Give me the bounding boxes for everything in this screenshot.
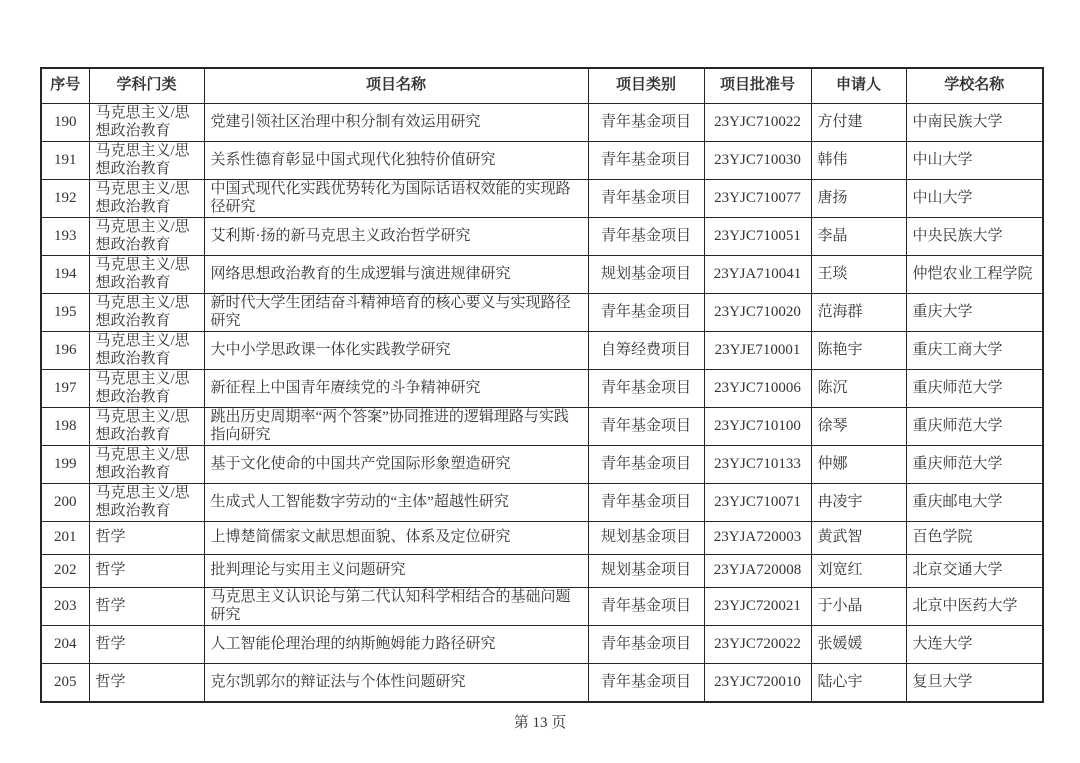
cell-school: 大连大学 (906, 626, 1043, 664)
cell-category: 青年基金项目 (588, 104, 704, 142)
cell-school: 重庆工商大学 (906, 332, 1043, 370)
header-seq: 序号 (41, 68, 89, 104)
cell-seq: 198 (41, 408, 89, 446)
cell-seq: 196 (41, 332, 89, 370)
table-row (41, 555, 1043, 588)
table-row (41, 484, 1043, 522)
cell-seq: 190 (41, 104, 89, 142)
cell-discipline: 马克思主义/思想政治教育 (89, 484, 204, 522)
cell-title: 党建引领社区治理中积分制有效运用研究 (204, 104, 588, 142)
cell-seq: 191 (41, 142, 89, 180)
cell-approval_no: 23YJC710100 (704, 408, 811, 446)
table-row (41, 218, 1043, 256)
cell-approval_no: 23YJC720021 (704, 588, 811, 626)
table-row (41, 142, 1043, 180)
cell-category: 青年基金项目 (588, 408, 704, 446)
cell-category: 规划基金项目 (588, 555, 704, 588)
cell-applicant: 张媛媛 (811, 626, 906, 664)
cell-applicant: 方付建 (811, 104, 906, 142)
table-row (41, 626, 1043, 664)
header-approval_no: 项目批准号 (704, 68, 811, 104)
cell-approval_no: 23YJC720022 (704, 626, 811, 664)
cell-title: 艾利斯·扬的新马克思主义政治哲学研究 (204, 218, 588, 256)
cell-seq: 197 (41, 370, 89, 408)
cell-seq: 205 (41, 664, 89, 703)
cell-category: 规划基金项目 (588, 256, 704, 294)
cell-applicant: 黄武智 (811, 522, 906, 555)
projects-table (40, 67, 1044, 703)
cell-approval_no: 23YJC710006 (704, 370, 811, 408)
cell-category: 青年基金项目 (588, 180, 704, 218)
table-row (41, 664, 1043, 703)
cell-discipline: 马克思主义/思想政治教育 (89, 294, 204, 332)
cell-school: 北京交通大学 (906, 555, 1043, 588)
cell-discipline: 哲学 (89, 555, 204, 588)
cell-school: 仲恺农业工程学院 (906, 256, 1043, 294)
cell-title: 上博楚简儒家文献思想面貌、体系及定位研究 (204, 522, 588, 555)
cell-title: 中国式现代化实践优势转化为国际话语权效能的实现路径研究 (204, 180, 588, 218)
table-row (41, 104, 1043, 142)
table-row (41, 370, 1043, 408)
cell-applicant: 陆心宇 (811, 664, 906, 703)
cell-approval_no: 23YJE710001 (704, 332, 811, 370)
cell-approval_no: 23YJC710020 (704, 294, 811, 332)
header-title: 项目名称 (204, 68, 588, 104)
cell-discipline: 马克思主义/思想政治教育 (89, 446, 204, 484)
cell-discipline: 马克思主义/思想政治教育 (89, 104, 204, 142)
cell-approval_no: 23YJC710030 (704, 142, 811, 180)
cell-seq: 194 (41, 256, 89, 294)
cell-school: 北京中医药大学 (906, 588, 1043, 626)
cell-seq: 192 (41, 180, 89, 218)
table-row (41, 408, 1043, 446)
table-row (41, 522, 1043, 555)
table-body (41, 104, 1043, 703)
cell-discipline: 马克思主义/思想政治教育 (89, 256, 204, 294)
cell-school: 中央民族大学 (906, 218, 1043, 256)
cell-category: 青年基金项目 (588, 484, 704, 522)
cell-approval_no: 23YJA720003 (704, 522, 811, 555)
header-category: 项目类别 (588, 68, 704, 104)
cell-discipline: 马克思主义/思想政治教育 (89, 408, 204, 446)
cell-school: 重庆师范大学 (906, 446, 1043, 484)
cell-category: 青年基金项目 (588, 218, 704, 256)
cell-discipline: 马克思主义/思想政治教育 (89, 218, 204, 256)
cell-seq: 201 (41, 522, 89, 555)
cell-title: 新征程上中国青年赓续党的斗争精神研究 (204, 370, 588, 408)
cell-discipline: 马克思主义/思想政治教育 (89, 370, 204, 408)
cell-school: 重庆大学 (906, 294, 1043, 332)
cell-applicant: 唐扬 (811, 180, 906, 218)
cell-discipline: 哲学 (89, 626, 204, 664)
cell-title: 关系性德育彰显中国式现代化独特价值研究 (204, 142, 588, 180)
cell-approval_no: 23YJC720010 (704, 664, 811, 703)
cell-applicant: 冉凌宇 (811, 484, 906, 522)
cell-category: 青年基金项目 (588, 664, 704, 703)
cell-applicant: 李晶 (811, 218, 906, 256)
cell-approval_no: 23YJC710051 (704, 218, 811, 256)
cell-title: 批判理论与实用主义问题研究 (204, 555, 588, 588)
cell-title: 马克思主义认识论与第二代认知科学相结合的基础问题研究 (204, 588, 588, 626)
cell-discipline: 哲学 (89, 664, 204, 703)
cell-approval_no: 23YJC710071 (704, 484, 811, 522)
cell-category: 青年基金项目 (588, 142, 704, 180)
cell-title: 大中小学思政课一体化实践教学研究 (204, 332, 588, 370)
cell-title: 基于文化使命的中国共产党国际形象塑造研究 (204, 446, 588, 484)
cell-approval_no: 23YJC710022 (704, 104, 811, 142)
cell-school: 中山大学 (906, 142, 1043, 180)
cell-applicant: 刘宽红 (811, 555, 906, 588)
cell-seq: 199 (41, 446, 89, 484)
table-row (41, 332, 1043, 370)
header-applicant: 申请人 (811, 68, 906, 104)
cell-school: 重庆师范大学 (906, 370, 1043, 408)
cell-title: 克尔凯郭尔的辩证法与个体性问题研究 (204, 664, 588, 703)
cell-school: 重庆师范大学 (906, 408, 1043, 446)
cell-applicant: 陈艳宇 (811, 332, 906, 370)
cell-category: 规划基金项目 (588, 522, 704, 555)
cell-category: 青年基金项目 (588, 370, 704, 408)
cell-category: 自筹经费项目 (588, 332, 704, 370)
cell-title: 网络思想政治教育的生成逻辑与演进规律研究 (204, 256, 588, 294)
cell-applicant: 韩伟 (811, 142, 906, 180)
cell-approval_no: 23YJA710041 (704, 256, 811, 294)
cell-school: 中山大学 (906, 180, 1043, 218)
cell-seq: 193 (41, 218, 89, 256)
cell-category: 青年基金项目 (588, 588, 704, 626)
cell-applicant: 王琰 (811, 256, 906, 294)
cell-category: 青年基金项目 (588, 446, 704, 484)
cell-school: 中南民族大学 (906, 104, 1043, 142)
cell-discipline: 马克思主义/思想政治教育 (89, 180, 204, 218)
cell-applicant: 仲娜 (811, 446, 906, 484)
cell-title: 人工智能伦理治理的纳斯鲍姆能力路径研究 (204, 626, 588, 664)
cell-seq: 203 (41, 588, 89, 626)
table-header-row (41, 68, 1043, 104)
header-discipline: 学科门类 (89, 68, 204, 104)
table-row (41, 294, 1043, 332)
table-row (41, 588, 1043, 626)
cell-seq: 195 (41, 294, 89, 332)
cell-seq: 200 (41, 484, 89, 522)
cell-approval_no: 23YJA720008 (704, 555, 811, 588)
table-row (41, 256, 1043, 294)
cell-discipline: 马克思主义/思想政治教育 (89, 142, 204, 180)
cell-seq: 202 (41, 555, 89, 588)
cell-approval_no: 23YJC710133 (704, 446, 811, 484)
cell-category: 青年基金项目 (588, 626, 704, 664)
cell-discipline: 马克思主义/思想政治教育 (89, 332, 204, 370)
cell-applicant: 于小晶 (811, 588, 906, 626)
cell-seq: 204 (41, 626, 89, 664)
cell-school: 百色学院 (906, 522, 1043, 555)
cell-discipline: 哲学 (89, 522, 204, 555)
cell-applicant: 陈沉 (811, 370, 906, 408)
cell-category: 青年基金项目 (588, 294, 704, 332)
cell-school: 重庆邮电大学 (906, 484, 1043, 522)
cell-approval_no: 23YJC710077 (704, 180, 811, 218)
page-number: 第 13 页 (513, 715, 567, 731)
table-row (41, 446, 1043, 484)
cell-title: 跳出历史周期率“两个答案”协同推进的逻辑理路与实践指向研究 (204, 408, 588, 446)
cell-school: 复旦大学 (906, 664, 1043, 703)
header-school: 学校名称 (906, 68, 1043, 104)
table-row (41, 180, 1043, 218)
cell-discipline: 哲学 (89, 588, 204, 626)
cell-applicant: 徐琴 (811, 408, 906, 446)
cell-title: 新时代大学生团结奋斗精神培育的核心要义与实现路径研究 (204, 294, 588, 332)
cell-applicant: 范海群 (811, 294, 906, 332)
cell-title: 生成式人工智能数字劳动的“主体”超越性研究 (204, 484, 588, 522)
